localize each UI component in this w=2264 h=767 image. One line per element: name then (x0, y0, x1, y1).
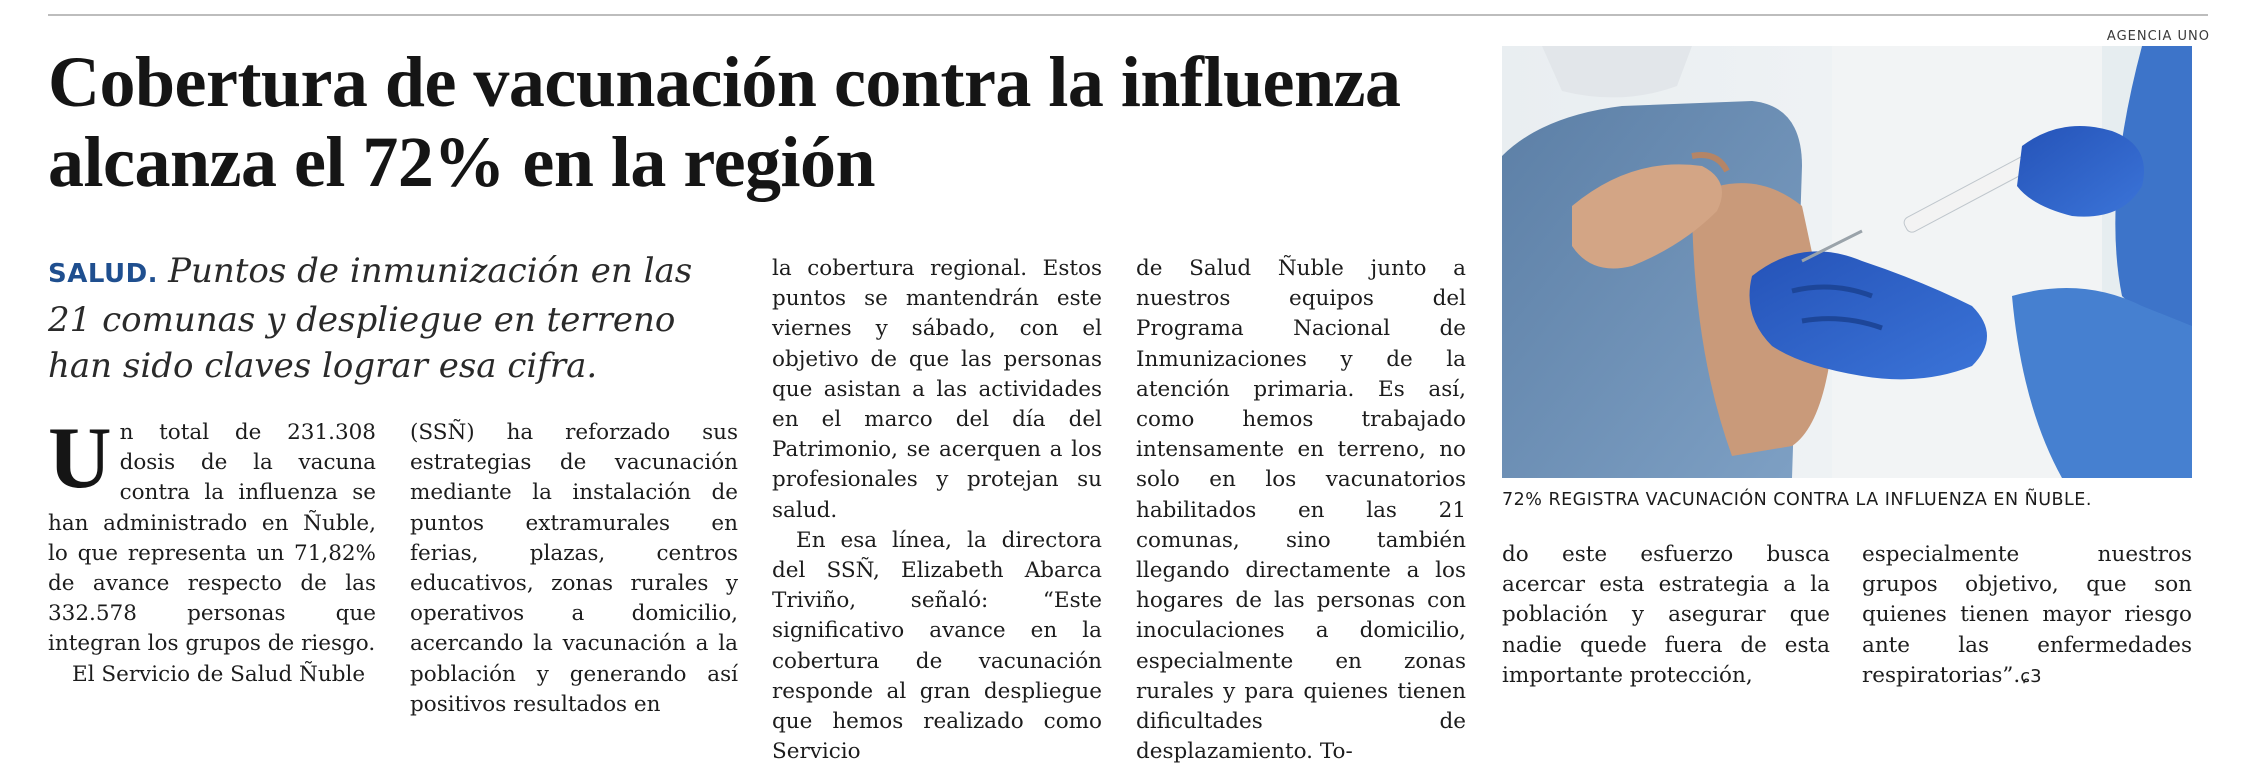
drop-cap: U (48, 410, 112, 507)
body-paragraph: especialmente nuestros grupos objetivo, que son quienes tienen mayor riesgo ante las enfermedades respiratorias”.ɕ3 (1862, 542, 2192, 688)
body-column-1 (48, 410, 376, 690)
photo-credit: AGENCIA UNO (2106, 29, 2210, 44)
body-paragraph: (SSÑ) ha reforzado sus estrategias de vacunación mediante la instalación de puntos extramurales en ferias, plazas, centros educativos, zonas rurales y operativos a domicilio, acercando la vacunación a la población y generando así positivos resultados en (410, 420, 738, 717)
lead-paragraph (48, 248, 738, 389)
body-paragraph: la cobertura regional. Estos puntos se mantendrán este viernes y sábado, con el objetivo de que las personas que asistan a las actividades en el marco del día del Patrimonio, se acerquen a los profesionales y protejan su salud. (772, 256, 1102, 523)
body-paragraph: Un total de 231.308 dosis de la vacuna contra la influenza se han administrado en Ñuble, lo que representa un 71,82% de avance respecto de las 332.578 personas que integran los grupos de riesgo. (48, 410, 376, 657)
photo-caption: 72% REGISTRA VACUNACIÓN CONTRA LA INFLUENZA EN ÑUBLE. (1502, 490, 2092, 510)
top-rule (48, 14, 2208, 16)
headline: Cobertura de vacunación contra la influenza alcanza el 72% en la región (48, 42, 1401, 202)
body-column-5 (1502, 540, 1830, 691)
body-column-4 (1136, 254, 1466, 767)
vaccination-photo-illustration (1502, 46, 2192, 478)
body-paragraph: do este esfuerzo busca acercar esta estrategia a la población y asegurar que nadie quede fuera de esta importante protección, (1502, 542, 1830, 688)
vaccination-photo (1502, 46, 2192, 478)
lead-text: Puntos de inmunización en las 21 comunas y despliegue en terreno han sido claves lograr esa cifra. (48, 251, 693, 386)
body-paragraph: El Servicio de Salud Ñuble (72, 661, 366, 687)
body-column-3 (772, 254, 1102, 767)
body-column-2 (410, 418, 738, 720)
body-paragraph: En esa línea, la directora del SSÑ, Elizabeth Abarca Triviño, señaló: “Este significativo avance en la cobertura de vacunación responde al gran despliegue que hemos realizado como Servicio (772, 527, 1102, 765)
section-kicker: SALUD. (48, 259, 159, 289)
body-paragraph: de Salud Ñuble junto a nuestros equipos del Programa Nacional de Inmunizaciones y de la atención primaria. Es así, como hemos trabajado intensamente en terreno, no solo en los vacunatorios habilitados en las 21 comunas, sino también llegando directamente a los hogares de las personas con inoculaciones a domicilio, especialmente en zonas rurales y para quienes tienen dificultades de desplazamiento. To- (1136, 256, 1466, 765)
body-column-6 (1862, 540, 2192, 692)
end-mark-icon: ɕ3 (2020, 665, 2042, 687)
